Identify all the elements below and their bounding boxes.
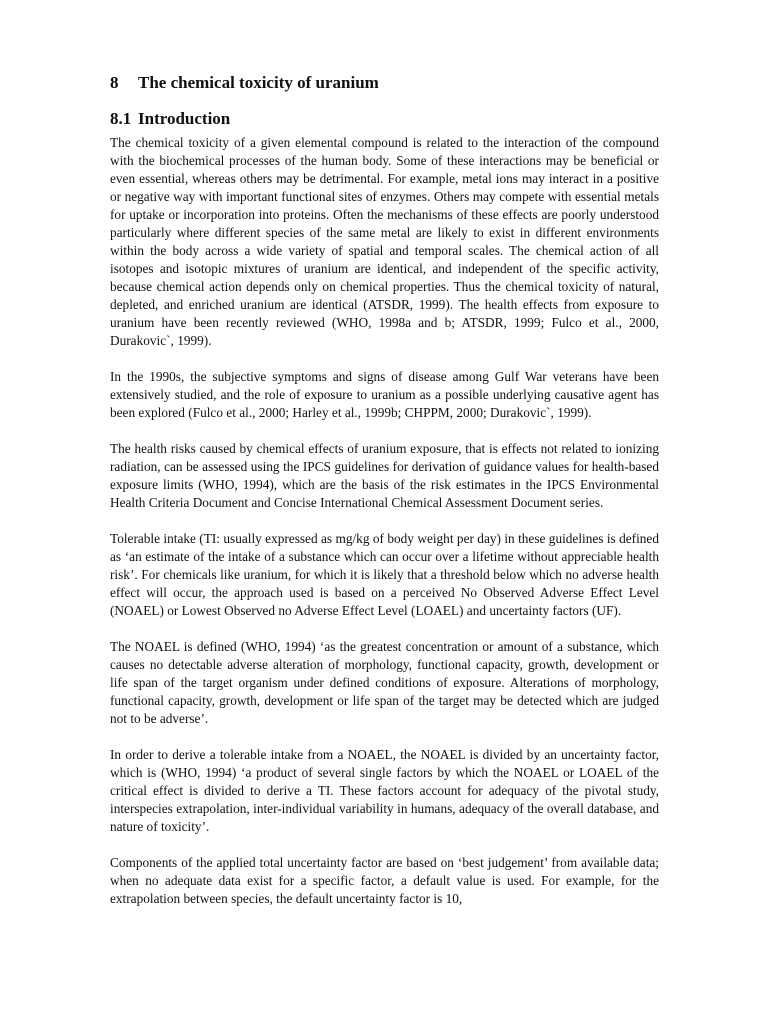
paragraph-health-risks: The health risks caused by chemical effects of uranium exposure, that is effects not related to ionizing radiation, can be assessed using the IPCS guidelines for derivation of guidance values for health-based exposure limits (WHO, 1994), which are the basis of the risk estimates in the IPCS Environmental Health Criteria Document and Concise International Chemical Assessment Document series. <box>110 441 659 510</box>
section-title: The chemical toxicity of uranium <box>138 73 379 92</box>
paragraph-tolerable-intake: Tolerable intake (TI: usually expressed as mg/kg of body weight per day) in these guidelines is defined as ‘an estimate of the intake of a substance which can occur over a lifetime without appreciable health risk’. For chemicals like uranium, for which it is likely that a threshold below which no adverse health effect will occur, the approach used is based on a perceived No Observed Adverse Effect Level (NOAEL) or Lowest Observed no Adverse Effect Level (LOAEL) and uncertainty factors (UF). <box>110 531 659 618</box>
subsection-title: Introduction <box>138 109 231 128</box>
paragraph-gulf-war: In the 1990s, the subjective symptoms and signs of disease among Gulf War veterans have been extensively studied, and the role of exposure to uranium as a possible underlying causative agent has been explored (Fulco et al., 2000; Harley et al., 1999b; CHPPM, 2000; Durakovic`, 1999). <box>110 369 659 420</box>
paragraph-components: Components of the applied total uncertainty factor are based on ‘best judgement’ from available data; when no adequate data exist for a specific factor, a default value is used. For example, for the extrapolation between species, the default uncertainty factor is 10, <box>110 855 659 906</box>
section-number: 8 <box>110 73 119 92</box>
paragraph-uncertainty-factor: In order to derive a tolerable intake from a NOAEL, the NOAEL is divided by an uncertainty factor, which is (WHO, 1994) ‘a product of several single factors by which the NOAEL or LOAEL of the critical effect is divided to derive a TI. These factors account for adequacy of the pivotal study, interspecies extrapolation, inter-individual variability in humans, adequacy of the overall database, and nature of toxicity’. <box>110 747 659 834</box>
subsection-heading <box>110 108 659 130</box>
paragraph-noael-definition: The NOAEL is defined (WHO, 1994) ‘as the greatest concentration or amount of a substance, which causes no detectable adverse alteration of morphology, functional capacity, growth, development or life span of the target organism under defined conditions of exposure. Alterations of morphology, functional capacity, growth, development or life span of the target may be detected which are judged not to be adverse’. <box>110 639 659 726</box>
section-heading <box>110 72 659 94</box>
body-text <box>110 134 659 908</box>
subsection-number: 8.1 <box>110 109 132 128</box>
document-page <box>110 72 659 926</box>
paragraph-intro: The chemical toxicity of a given elemental compound is related to the interaction of the compound with the biochemical processes of the human body. Some of these interactions may be beneficial or even essential, whereas others may be detrimental. For example, metal ions may interact in a positive or negative way with important functional sites of enzymes. Others may compete with essential metals for uptake or incorporation into proteins. Often the mechanisms of these effects are poorly understood particularly where different species of the same metal are likely to exist in different environments within the body across a wide variety of spatial and temporal scales. The chemical action of all isotopes and isotopic mixtures of uranium are identical, and independent of the specific activity, because chemical action depends only on chemical properties. Thus the chemical toxicity of natural, depleted, and enriched uranium are identical (ATSDR, 1999). The health effects from exposure to uranium have been recently reviewed (WHO, 1998a and b; ATSDR, 1999; Fulco et al., 2000, Durakovic`, 1999). <box>110 135 659 348</box>
